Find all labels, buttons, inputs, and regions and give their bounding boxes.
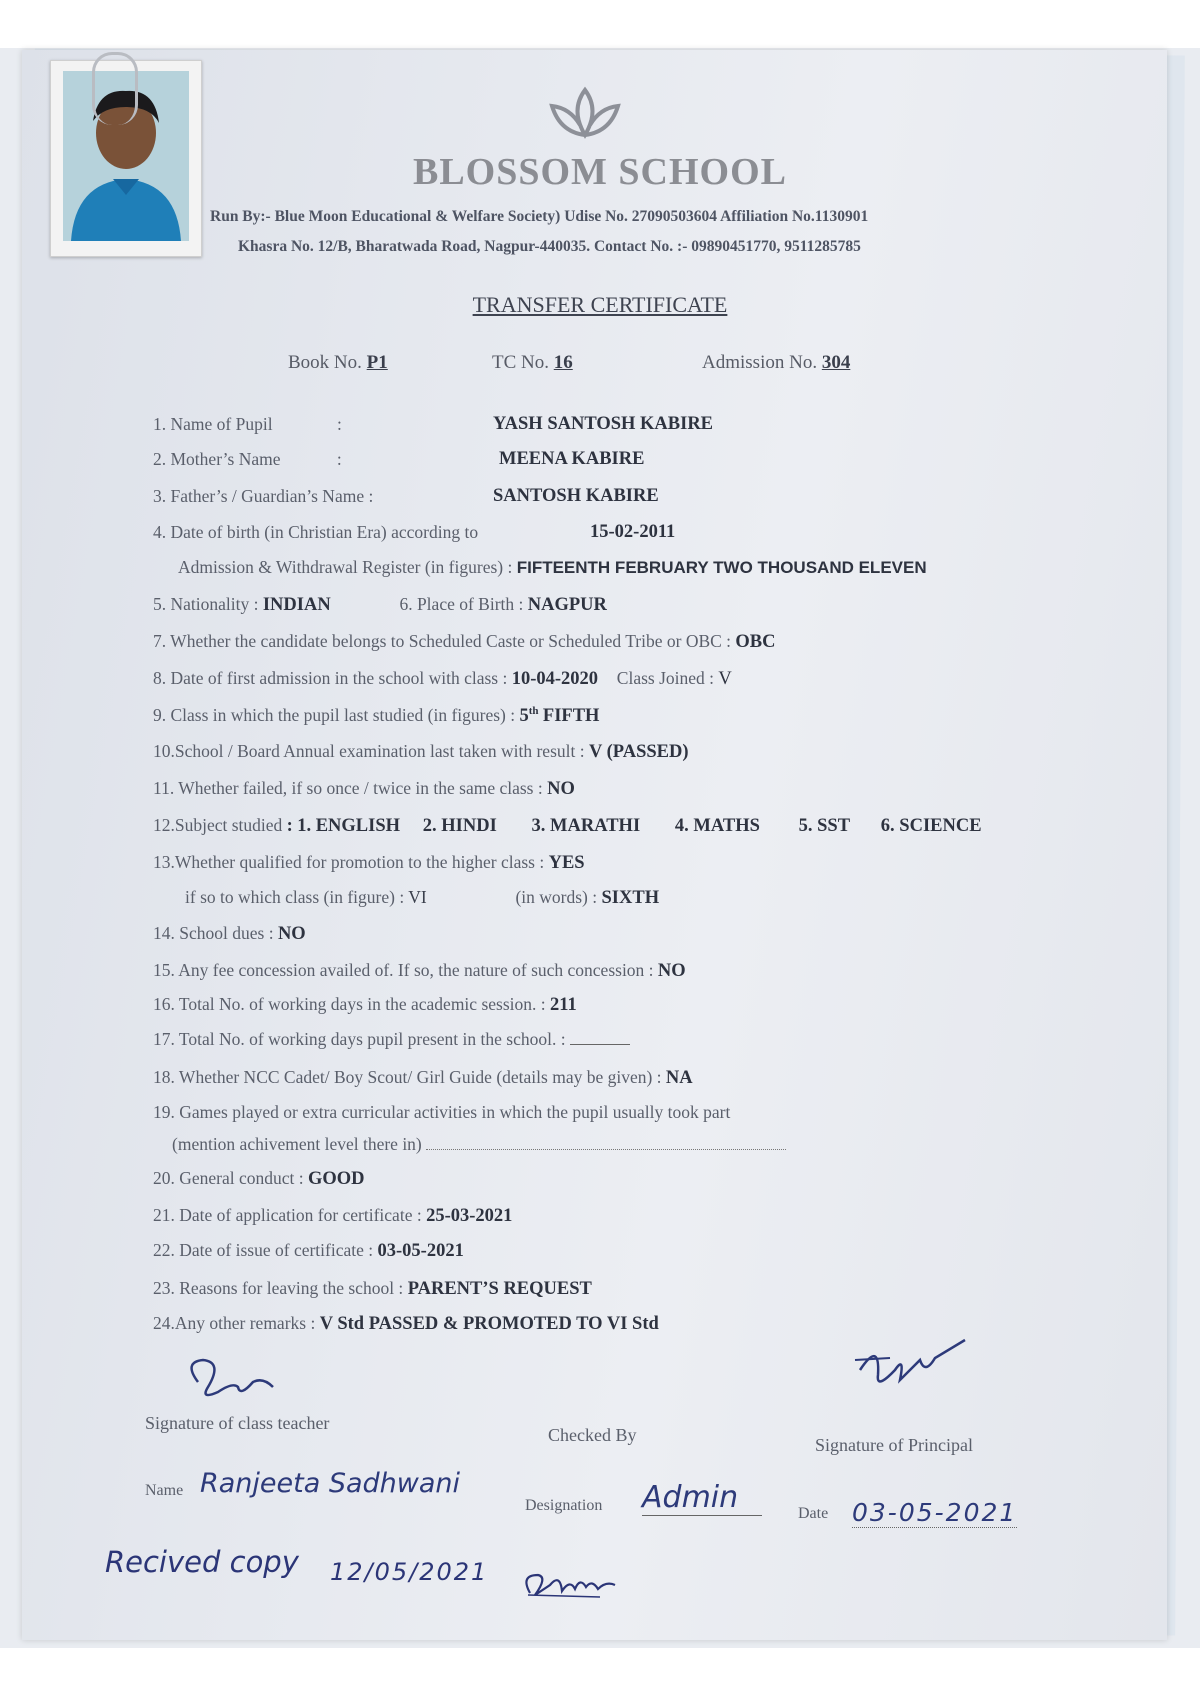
designation-label: Designation [525,1497,603,1514]
tc-number [492,352,573,374]
certificate-title: TRANSFER CERTIFICATE [472,292,728,317]
field-fee-concession [153,960,686,982]
colon: : [336,414,342,434]
tc-value: 16 [553,352,573,373]
field-promotion-class [185,887,659,909]
field-application-date [153,1205,512,1227]
dob-words-value: FIFTEENTH FEBRUARY TWO THOUSAND ELEVEN [516,558,927,577]
field-general-conduct [153,1168,365,1190]
book-label: Book No. [288,352,362,373]
field-issue-date [153,1240,464,1262]
first-admission-value: 10-04-2020 [511,669,599,689]
book-value: P1 [366,352,388,373]
field-label: 21. Date of application for certificate : [153,1205,422,1225]
field-exam-result [153,741,689,763]
field-label: 6. Place of Birth : [399,594,524,614]
field-label: 19. Games played or extra curricular activities in which the pupil usually took part [153,1102,731,1122]
field-label: 22. Date of issue of certificate : [153,1240,374,1260]
field-first-admission [153,668,732,690]
nationality-value: INDIAN [262,595,331,615]
received-copy-note: Recived copy [105,1545,299,1579]
subject-item: 6. SCIENCE [880,816,982,836]
field-working-days [153,994,577,1016]
subject-item: 3. MARATHI [531,816,641,836]
field-nationality [153,594,607,616]
field-mother-name [153,449,342,470]
field-label: 23. Reasons for leaving the school : [153,1278,404,1298]
field-father-name [153,486,373,507]
remarks-value: V Std PASSED & PROMOTED TO VI Std [319,1314,659,1334]
field-label: 15. Any fee concession availed of. If so, the nature of such concession : [153,960,654,980]
field-pupil-name [153,414,342,435]
field-label: 3. Father’s / Guardian’s Name : [153,486,374,506]
teacher-name-handwritten: Ranjeeta Sadhwani [200,1468,461,1499]
promotion-class-value: VI [408,887,427,907]
father-name-value: SANTOSH KABIRE [493,486,659,506]
field-label: 8. Date of first admission in the school with class : [153,668,508,688]
lotus-logo-icon [540,80,630,150]
book-number [288,352,388,374]
field-label: 14. School dues : [153,923,274,943]
field-label: (in words) : [515,887,598,907]
ordinal-suffix: th [528,705,539,718]
field-games [153,1102,730,1123]
admission-number [702,352,850,374]
issue-date-value: 03-05-2021 [377,1241,464,1261]
field-label: (mention achivement level there in) [172,1134,422,1154]
colon: : [286,816,293,836]
class-teacher-caption: Signature of class teacher [145,1413,330,1433]
field-school-dues [153,923,306,945]
failed-value: NO [547,779,575,799]
school-name: BLOSSOM SCHOOL [412,151,788,193]
designation-handwritten: Admin [642,1480,762,1516]
field-label: 11. Whether failed, if so once / twice in the same class : [153,778,543,798]
dob-value: 15-02-2011 [590,522,676,542]
field-label: 13.Whether qualified for promotion to the higher class : [153,852,545,872]
promotion-value: YES [548,853,585,873]
field-label: Class Joined : [616,668,715,688]
school-header-line-2: Khasra No. 12/B, Bharatwada Road, Nagpur-440035. Contact No. :- 09890451770, 9511285785 [238,238,861,255]
principal-caption: Signature of Principal [815,1435,973,1455]
receiver-signature [520,1565,630,1605]
principal-signature [850,1330,970,1400]
field-label: 2. Mother’s Name [153,449,281,469]
working-days-value: 211 [550,995,577,1015]
field-label: 24.Any other remarks : [153,1313,316,1333]
birthplace-value: NAGPUR [527,595,607,615]
mother-name-value: MEENA KABIRE [499,449,645,469]
field-label: 5. Nationality : [153,594,259,614]
last-class-value: 5 [519,706,529,726]
field-label: 16. Total No. of working days in the academic session. : [153,994,546,1014]
field-label: 1. Name of Pupil [153,414,273,434]
school-header-line-1: Run By:- Blue Moon Educational & Welfare Society) Udise No. 27090503604 Affiliation No.1130901 [210,208,869,225]
field-leaving-reason [153,1278,592,1300]
leaving-reason-value: PARENT’S REQUEST [407,1279,592,1299]
promotion-class-words: SIXTH [601,888,660,908]
field-label: 18. Whether NCC Cadet/ Boy Scout/ Girl Guide (details may be given) : [153,1067,662,1087]
field-dob [153,522,478,543]
field-ncc [153,1067,693,1089]
field-label: 9. Class in which the pupil last studied (in figures) : [153,705,516,725]
field-caste [153,631,776,653]
field-label: 7. Whether the candidate belongs to Scheduled Caste or Scheduled Tribe or OBC : [153,631,732,651]
application-date-value: 25-03-2021 [426,1206,513,1226]
field-remarks [153,1313,659,1335]
last-class-words: FIFTH [542,706,600,726]
tc-label: TC No. [492,352,549,373]
field-label: 12.Subject studied [153,815,283,835]
subject-item: 1. ENGLISH [297,816,401,836]
colon: : [336,449,342,469]
date-label: Date [798,1505,829,1522]
field-days-present [153,1029,630,1050]
field-label: if so to which class (in figure) : [185,887,405,907]
subject-item: 2. HINDI [422,816,497,836]
pupil-name-value: YASH SANTOSH KABIRE [493,414,714,434]
field-dob-words [178,557,927,578]
name-label: Name [145,1482,184,1499]
class-joined-value: V [718,669,732,689]
subject-item: 4. MATHS [674,816,760,836]
school-dues-value: NO [277,924,306,944]
fee-concession-value: NO [657,961,686,981]
admission-value: 304 [821,352,851,373]
class-teacher-signature [178,1352,288,1412]
paper-clip [92,52,138,125]
caste-value: OBC [735,632,776,652]
field-label: 4. Date of birth (in Christian Era) according to [153,522,479,542]
field-promotion [153,852,585,874]
general-conduct-value: GOOD [308,1169,365,1189]
field-last-class [153,705,599,727]
admission-label: Admission No. [702,352,818,373]
subject-item: 5. SST [798,816,851,836]
exam-result-value: V (PASSED) [588,742,689,762]
field-label: 20. General conduct : [153,1168,304,1188]
field-failed [153,778,575,800]
field-label: 17. Total No. of working days pupil present in the school. : [153,1029,566,1049]
field-games-achievement [172,1134,786,1155]
field-subjects [153,815,982,837]
field-label: 10.School / Board Annual examination last taken with result : [153,741,585,761]
days-present-blank [570,1030,630,1045]
checked-by-caption: Checked By [548,1425,637,1445]
games-blank [426,1135,786,1150]
field-label: Admission & Withdrawal Register (in figures) : [178,557,513,577]
date-handwritten: 03-05-2021 [852,1498,1018,1527]
ncc-value: NA [665,1068,693,1088]
received-date: 12/05/2021 [330,1558,489,1586]
